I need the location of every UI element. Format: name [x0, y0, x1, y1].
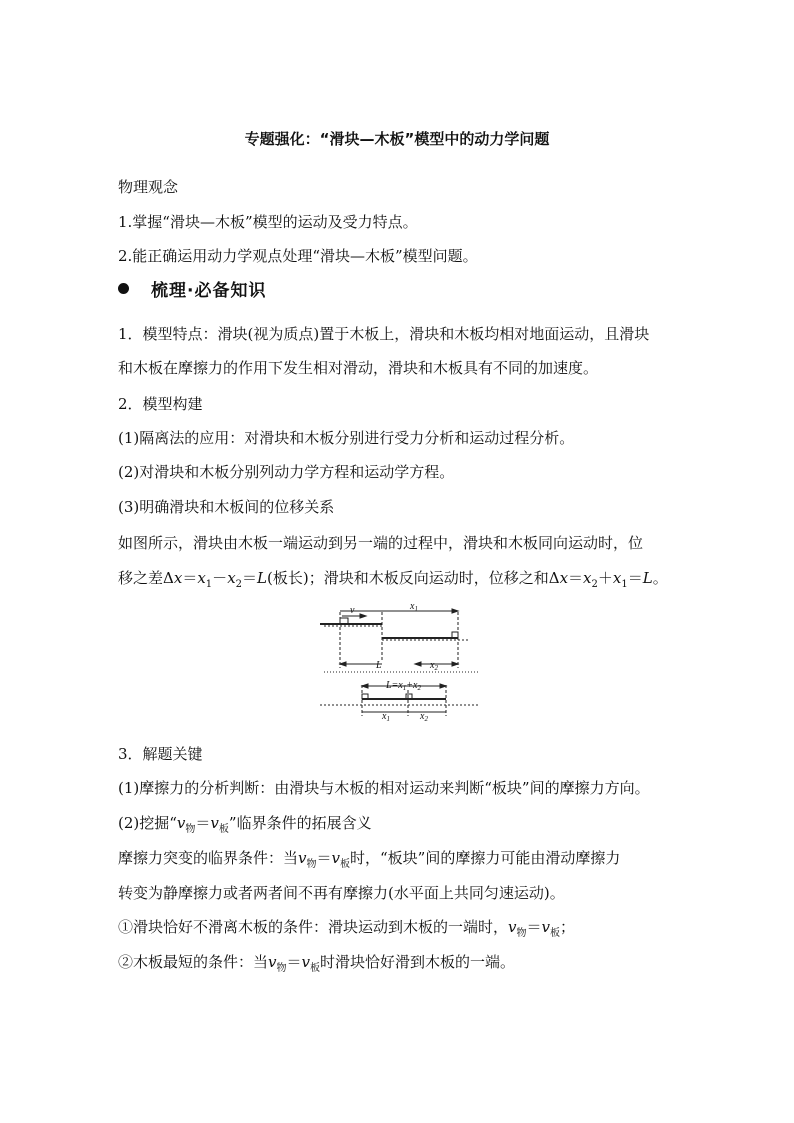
fig-sum-label: $L=x_1+x_2$ — [386, 680, 421, 692]
p2-desc2: 移之差$\Delta x=x_1-x_2=L$(板长)；滑块和木板反向运动时，位移之和$\Delta x=x_2+x_1=L$。 — [118, 569, 668, 590]
p2-item2: (2)对滑块和木板分别列动力学方程和运动学方程。 — [118, 463, 455, 481]
fig-x2-bottom: $x_2$ — [420, 711, 428, 723]
fig-x2-label: $x_2$ — [430, 660, 438, 672]
section-label: 物理观念 — [118, 178, 179, 196]
p2-title: 2．模型构建 — [118, 395, 203, 413]
section-heading — [118, 276, 266, 301]
p2-desc1: 如图所示，滑块由木板一端运动到另一端的过程中，滑块和木板同向运动时，位 — [118, 534, 644, 552]
fig-v-label: v — [350, 605, 355, 616]
page-title: 专题强化：“滑块—木板”模型中的动力学问题 — [244, 130, 550, 148]
p3-condition1: ①滑块恰好不滑离木板的条件：滑块运动到木板的一端时，$v_物=v_板$； — [118, 918, 576, 939]
p3-item2: (2)挖掘“$v_物=v_板$”临界条件的拓展含义 — [118, 814, 372, 835]
objective-2: 2.能正确运用动力学观点处理“滑块—木板”模型问题。 — [118, 247, 478, 265]
fig-x1-bottom: $x_1$ — [382, 711, 390, 723]
bullet-icon — [118, 283, 129, 294]
p1-line1: 1．模型特点：滑块(视为质点)置于木板上，滑块和木板均相对地面运动，且滑块 — [118, 325, 650, 343]
objective-1: 1.掌握“滑块—木板”模型的运动及受力特点。 — [118, 213, 418, 231]
p3-desc1: 摩擦力突变的临界条件：当$v_物=v_板$时，“板块”间的摩擦力可能由滑动摩擦力 — [118, 849, 621, 870]
fig-x1-label: $x_1$ — [410, 601, 418, 613]
p3-item1: (1)摩擦力的分析判断：由滑块与木板的相对运动来判断“板块”间的摩擦力方向。 — [118, 779, 650, 797]
section-heading-text: 梳理·必备知识 — [151, 281, 267, 301]
p3-desc2: 转变为静摩擦力或者两者间不再有摩擦力(水平面上共同匀速运动)。 — [118, 884, 565, 902]
p2-item3: (3)明确滑块和木板间的位移关系 — [118, 498, 335, 516]
p1-line2: 和木板在摩擦力的作用下发生相对滑动，滑块和木板具有不同的加速度。 — [118, 359, 599, 377]
slider-board-figure — [320, 600, 480, 725]
p2-item1: (1)隔离法的应用：对滑块和木板分别进行受力分析和运动过程分析。 — [118, 429, 575, 447]
p3-condition2: ②木板最短的条件：当$v_物=v_板$时滑块恰好滑到木板的一端。 — [118, 953, 516, 974]
fig-l-label: L — [376, 660, 382, 671]
p3-title: 3．解题关键 — [118, 745, 203, 763]
